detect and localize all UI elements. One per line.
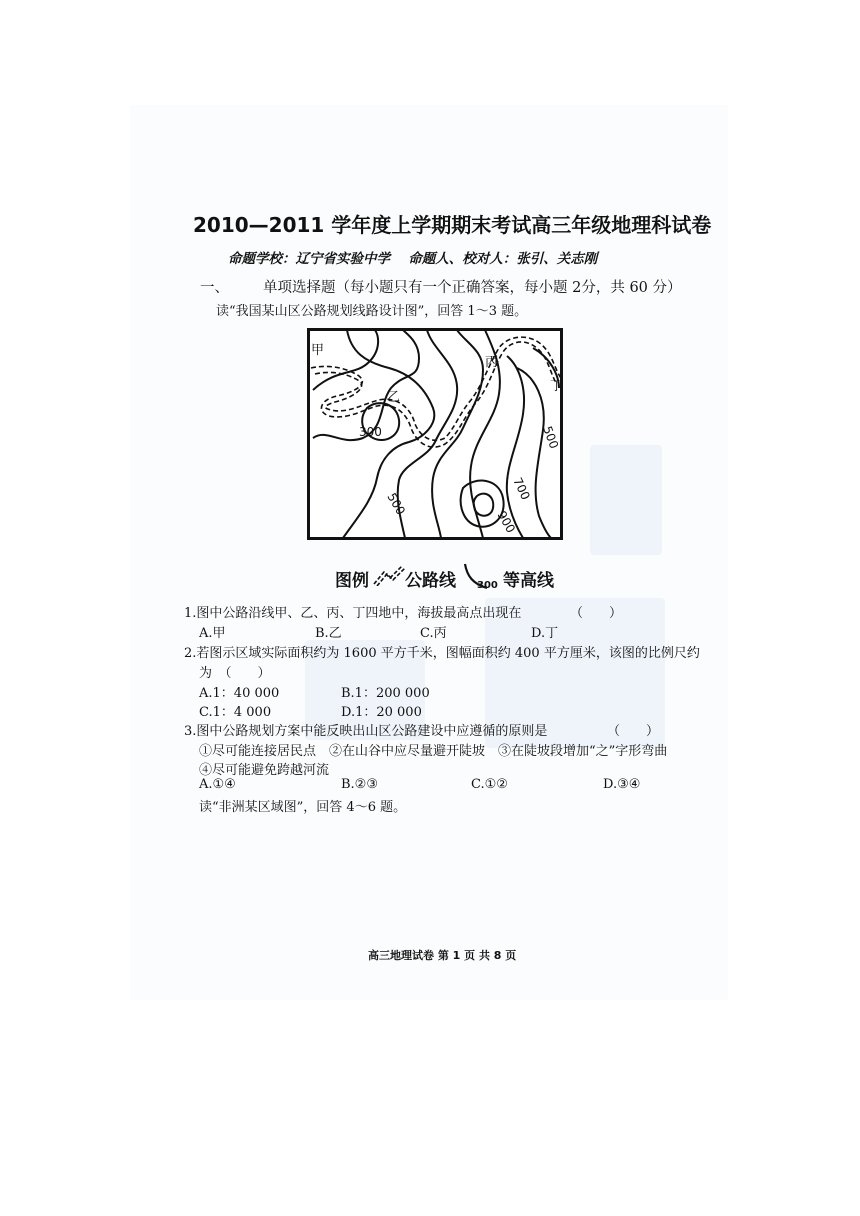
q3-option-c: C.①②: [471, 777, 508, 792]
intro-map-2: 读“非洲某区域图”，回答 4～6 题。: [199, 800, 407, 815]
q3-option-b: B.②③: [341, 777, 378, 792]
contour-value-500: 500: [384, 490, 408, 518]
q2-option-c: C.1：4 000: [199, 705, 272, 720]
contour-value-500: 500: [540, 424, 562, 451]
exam-title: 2010—2011 学年度上学期期末考试高三年级地理科试卷: [193, 213, 712, 237]
intro-map-1: 读“我国某山区公路规划线路设计图”，回答 1～3 题。: [216, 304, 528, 319]
exam-meta: 命题学校：辽宁省实验中学 命题人、校对人：张引、关志刚: [228, 251, 598, 267]
bleed-through-right-top: [590, 445, 662, 555]
q3-answer-paren: （ ）: [607, 724, 660, 739]
q2-stem: 2.若图示区域实际面积约为 1600 平方千米，图幅面积约 400 平方厘米，该图的比例尺约: [184, 646, 700, 661]
q3-stem: 3.图中公路规划方案中能反映出山区公路建设中应遵循的原则是: [184, 724, 548, 739]
q1-option-b: B.乙: [315, 626, 342, 641]
label-bing: 丙: [485, 355, 499, 370]
section-number: 一、: [200, 280, 229, 296]
q2-option-b: B.1：200 000: [341, 686, 430, 701]
legend-contour: 等高线: [503, 571, 554, 591]
map-frame: [309, 330, 562, 539]
legend-prefix: 图例: [335, 571, 369, 591]
label-ding: 丁: [550, 379, 563, 394]
q1-answer-paren: （ ）: [570, 606, 623, 621]
label-yi: 乙: [387, 390, 401, 405]
q1-option-c: C.丙: [420, 626, 447, 641]
label-jia: 甲: [311, 343, 325, 358]
q3-statements-2: ④尽可能避免跨越河流: [199, 763, 330, 778]
legend-contour-value: 300: [477, 580, 498, 591]
contour-value-700: 700: [510, 475, 533, 503]
q1-option-d: D.丁: [531, 626, 559, 641]
q2-option-d: D.1：20 000: [341, 705, 422, 720]
page-footer: 高三地理试卷 第 1 页 共 8 页: [368, 949, 517, 962]
legend-road: 公路线: [405, 571, 456, 591]
q3-option-d: D.③④: [603, 777, 641, 792]
contour-value-300: 300: [359, 425, 382, 439]
q3-statements-1: ①尽可能连接居民点 ②在山谷中应尽量避开陡坡 ③在陡坡段增加“之”字形弯曲: [199, 744, 668, 759]
q1-stem: 1.图中公路沿线甲、乙、丙、丁四地中，海拔最高点出现在: [184, 606, 522, 621]
road-symbol-icon: [372, 564, 406, 586]
q2-option-a: A.1：40 000: [199, 686, 280, 701]
contour-value-900: 900: [494, 508, 518, 536]
section-title: 单项选择题（每小题只有一个正确答案，每小题 2分，共 60 分）: [263, 280, 682, 296]
q1-option-a: A.甲: [199, 626, 226, 641]
q3-option-a: A.①④: [199, 777, 236, 792]
contour-map: [307, 328, 563, 540]
q2-stem-cont: 为 （ ）: [199, 666, 271, 681]
